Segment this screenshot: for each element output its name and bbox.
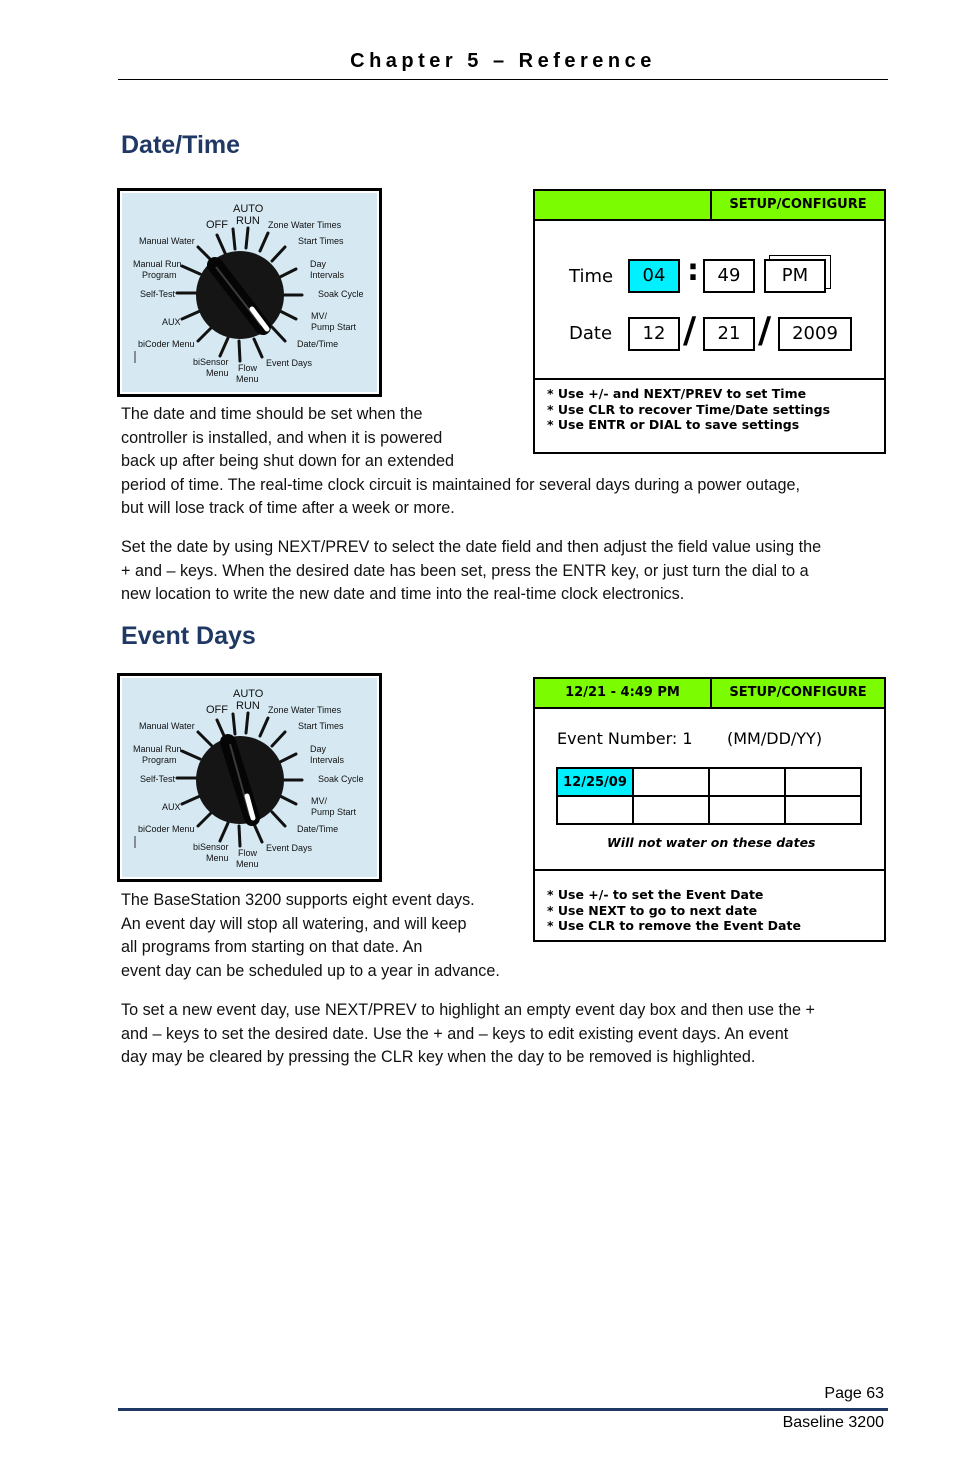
time-label: Time — [569, 266, 614, 287]
event-date-cell[interactable] — [709, 796, 785, 824]
event-number-label: Event Number: 1 — [557, 729, 693, 748]
dial-label-aux: AUX — [162, 802, 181, 812]
date-slash-2: / — [758, 310, 772, 351]
year-field[interactable]: 2009 — [778, 317, 852, 351]
dial-label-self-test: Self-Test — [140, 774, 176, 784]
rotary-dial-graphic — [120, 191, 379, 394]
datetime-paragraph-2: Set the date by using NEXT/PREV to select the date field and then adjust the field value using the + and – keys. When the desired date has been set, press the ENTR key, or just turn the dial to a new location to write the new date and time into the real-time clock electronics. — [121, 538, 822, 604]
ampm-field[interactable]: PM — [764, 259, 826, 293]
event-date-cell[interactable] — [785, 768, 861, 796]
dial-label-bisensor: biSensor — [193, 357, 229, 367]
event-date-grid — [556, 767, 862, 825]
date-label: Date — [569, 323, 613, 344]
event-days-heading: Event Days — [121, 622, 256, 650]
dial-label-flow: Flow — [238, 363, 258, 373]
dial-label-flow-menu: Menu — [236, 374, 259, 384]
dial-label-bisensor-menu: Menu — [206, 853, 229, 863]
dial-label-program: Program — [142, 270, 177, 280]
header-title: Chapter 5 – Reference — [350, 50, 656, 72]
dial-label-run: RUN — [236, 700, 260, 712]
dial-label-bisensor: biSensor — [193, 842, 229, 852]
screen-header-left — [535, 191, 712, 219]
dial-label-mv: MV/ — [311, 311, 328, 321]
dial-label-event-days: Event Days — [266, 358, 313, 368]
screen-header-mode: SETUP/CONFIGURE — [729, 197, 867, 212]
dial-label-manual-water: Manual Water — [139, 236, 195, 246]
help-line: * Use NEXT to go to next date — [547, 902, 758, 918]
event-date-cell[interactable] — [633, 768, 709, 796]
dial-label-soak-cycle: Soak Cycle — [318, 774, 364, 784]
day-field[interactable]: 21 — [703, 317, 755, 351]
dial-label-mv: MV/ — [311, 796, 328, 806]
datetime-paragraph-1: The date and time should be set when the controller is installed, and when it is powered back up after being shut down for an extended period of time. The real-time clock circuit is maintained for several days during a power outage, but will lose track of time after a week or more. — [121, 405, 800, 518]
help-line: * Use ENTR or DIAL to save settings — [547, 417, 800, 432]
dial-image-event-days — [117, 673, 382, 882]
dial-label-manual-water: Manual Water — [139, 721, 195, 731]
dial-label-bisensor-menu: Menu — [206, 368, 229, 378]
product-name: Baseline 3200 — [782, 1414, 884, 1431]
header-rule — [118, 79, 888, 80]
event-date-cell[interactable] — [557, 796, 633, 824]
dial-label-off: OFF — [206, 704, 228, 716]
event-days-paragraph-1: The BaseStation 3200 supports eight event days. An event day will stop all watering, and will keep all programs from starting on that date. An event day can be scheduled up to a year in advance. — [121, 891, 500, 980]
dial-label-program: Program — [142, 755, 177, 765]
dial-label-date-time: Date/Time — [297, 824, 339, 834]
event-date-cell[interactable] — [633, 796, 709, 824]
month-field[interactable]: 12 — [628, 317, 680, 351]
dial-label-soak-cycle: Soak Cycle — [318, 289, 364, 299]
dial-label-intervals: Intervals — [310, 755, 345, 765]
dial-label-off: OFF — [206, 219, 228, 231]
dial-label-run: RUN — [236, 215, 260, 227]
dial-label-aux: AUX — [162, 317, 181, 327]
dial-label-auto: AUTO — [233, 688, 264, 700]
dial-label-zone-water-times: Zone Water Times — [268, 220, 342, 230]
screen-header-mode: SETUP/CONFIGURE — [729, 685, 867, 700]
hour-field[interactable]: 04 — [628, 259, 680, 293]
dial-label-date-time: Date/Time — [297, 339, 339, 349]
footer-rule — [118, 1408, 888, 1411]
dial-label-pump-start: Pump Start — [311, 322, 357, 332]
dial-label-start-times: Start Times — [298, 236, 344, 246]
dial-label-zone-water-times: Zone Water Times — [268, 705, 342, 715]
dial-label-manual-run: Manual Run — [133, 744, 182, 754]
dial-label-flow-menu: Menu — [236, 859, 259, 869]
date-format-label: (MM/DD/YY) — [727, 729, 823, 748]
event-days-paragraph-2: To set a new event day, use NEXT/PREV to highlight an empty event day box and then use the + and – keys to set the desired date. Use the + and – keys to edit existing event days. An event day may be cleared by pressing the CLR key when the day to be removed is highlighted. — [121, 1001, 815, 1067]
dial-image-datetime — [117, 188, 382, 397]
dial-label-manual-run: Manual Run — [133, 259, 182, 269]
event-note: Will not water on these dates — [607, 835, 816, 850]
time-colon: : — [687, 253, 699, 288]
dial-label-auto: AUTO — [233, 203, 264, 215]
page-number: Page 63 — [824, 1385, 884, 1402]
event-date-cell[interactable]: 12/25/09 — [557, 768, 633, 796]
dial-label-self-test: Self-Test — [140, 289, 176, 299]
help-line: * Use +/- and NEXT/PREV to set Time — [547, 386, 807, 401]
dial-label-pump-start: Pump Start — [311, 807, 357, 817]
help-line: * Use CLR to recover Time/Date settings — [547, 401, 831, 417]
dial-label-intervals: Intervals — [310, 270, 345, 280]
screen-header — [535, 191, 884, 221]
date-slash-1: / — [683, 310, 697, 351]
datetime-heading: Date/Time — [121, 131, 241, 159]
minute-field[interactable]: 49 — [703, 259, 755, 293]
event-date-cell[interactable] — [785, 796, 861, 824]
dial-label-event-days: Event Days — [266, 843, 313, 853]
dial-label-day: Day — [310, 744, 327, 754]
rotary-dial-graphic — [120, 676, 379, 879]
dial-label-bicoder-menu: biCoder Menu — [138, 824, 195, 834]
screen-body — [535, 709, 884, 871]
help-line: * Use +/- to set the Event Date — [547, 887, 764, 902]
dial-label-start-times: Start Times — [298, 721, 344, 731]
dial-label-bicoder-menu: biCoder Menu — [138, 339, 195, 349]
screen-header — [535, 679, 884, 709]
dial-label-day: Day — [310, 259, 327, 269]
help-line: * Use CLR to remove the Event Date — [547, 918, 801, 933]
event-date-cell[interactable] — [709, 768, 785, 796]
dial-label-flow: Flow — [238, 848, 258, 858]
screen-header-datetime: 12/21 - 4:49 PM — [535, 679, 712, 707]
screen-body — [535, 221, 884, 380]
